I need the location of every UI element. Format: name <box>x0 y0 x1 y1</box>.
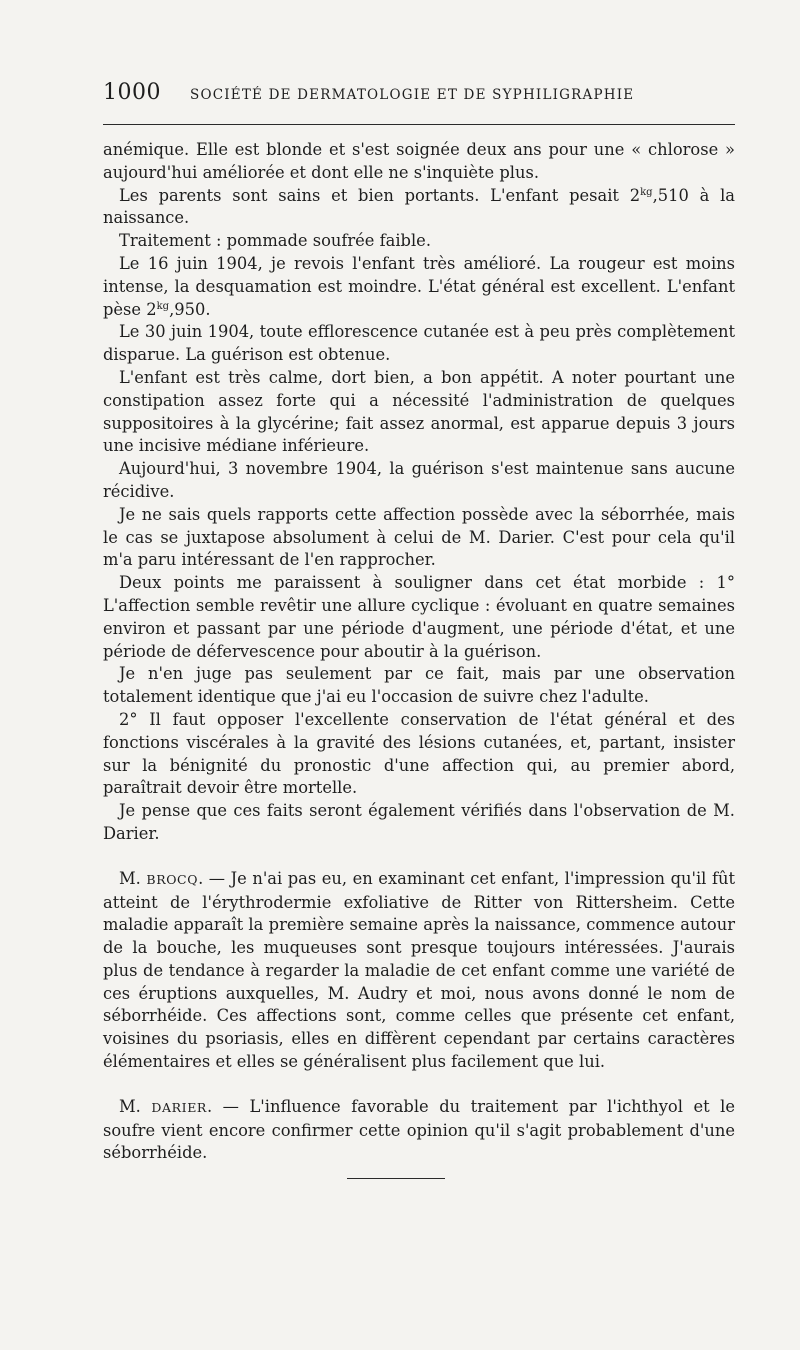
paragraph: anémique. Elle est blonde et s'est soignée deux ans pour une « chlorose » aujourd'hui améliorée et dont elle ne s'inquiète plus. <box>103 140 735 182</box>
discussion-darier: M. DARIER. — L'influence favorable du traitement par l'ichthyol et le soufre vient encore confirmer cette opinion qu'il s'agit probablement d'une séborrhéide. <box>103 1096 735 1163</box>
paragraph-birth-weight: Les parents sont sains et bien portants. L'enfant pesait $2^{kg},510$ à la naissance. <box>103 185 735 228</box>
speaker-name: DARIER <box>151 1099 207 1115</box>
paragraph: Je n'en juge pas seulement par ce fait, mais par une observation totalement identique que j'ai eu l'occasion de suivre chez l'adulte. <box>103 664 735 707</box>
paragraph: Deux points me paraissent à souligner dans cet état morbide : 1° L'affection semble revêtir une allure cyclique : évoluant en quatre semaines environ et passant par une période d'augment, une période d'état, et une période de défervescence pour aboutir à la guérison. <box>103 573 735 661</box>
page-number: 1000 <box>103 80 161 105</box>
header-rule <box>103 124 735 125</box>
speaker-name: BROCQ <box>146 871 199 887</box>
paragraph: Je ne sais quels rapports cette affection possède avec la séborrhée, mais le cas se juxtapose absolument à celui de M. Darier. C'est pour cela qu'il m'a paru intéressant de l'en rapprocher. <box>103 504 735 570</box>
running-title: SOCIÉTÉ DE DERMATOLOGIE ET DE SYPHILIGRAPHIE <box>190 87 635 103</box>
discussion-brocq: M. BROCQ. — Je n'ai pas eu, en examinant cet enfant, l'impression qu'il fût atteint de l'érythrodermie exfoliative de Ritter von Rittersheim. Cette maladie apparaît la première semaine après la naissance, commence autour de la bouche, les muqueuses sont presque toujours intéressées. J'aurais plus de tendance à regarder la maladie de cet enfant comme une variété de ces éruptions auxquelles, M. Audry et moi, nous avons donné le nom de séborrhéide. Ces affections sont, comme celles que présente cet enfant, voisines du psoriasis, elles en diffèrent cependant par certains caractères élémentaires et elles se généralisent plus facilement que lui. <box>103 868 735 1072</box>
article-body <box>103 139 735 1165</box>
paragraph-treatment: Traitement : pommade soufrée faible. <box>119 231 431 251</box>
paragraph-june-16: Le 16 juin 1904, je revois l'enfant très amélioré. La rougeur est moins intense, la desquamation est moindre. L'état général est excellent. L'enfant pèse $2^{kg},950$. <box>103 253 735 319</box>
paragraph: 2° Il faut opposer l'excellente conservation de l'état général et des fonctions viscérales à la gravité des lésions cutanées, et, partant, insister sur la bénignité du pronostic d'une affection qui, au premier abord, paraîtrait devoir être mortelle. <box>103 709 735 798</box>
paragraph: L'enfant est très calme, dort bien, a bon appétit. A noter pourtant une constipation assez forte qui a nécessité l'administration de quelques suppositoires à la glycérine; fait assez anormal, est apparue depuis 3 jours une incisive médiane inférieure. <box>103 367 735 456</box>
section-end-rule <box>347 1178 445 1179</box>
page-header <box>103 80 735 110</box>
paragraph: Je pense que ces faits seront également vérifiés dans l'observation de M. Darier. <box>103 801 735 843</box>
paragraph: Aujourd'hui, 3 novembre 1904, la guérison s'est maintenue sans aucune récidive. <box>103 459 735 501</box>
paragraph-june-30: Le 30 juin 1904, toute efflorescence cutanée est à peu près complètement disparue. La guérison est obtenue. <box>103 322 735 365</box>
